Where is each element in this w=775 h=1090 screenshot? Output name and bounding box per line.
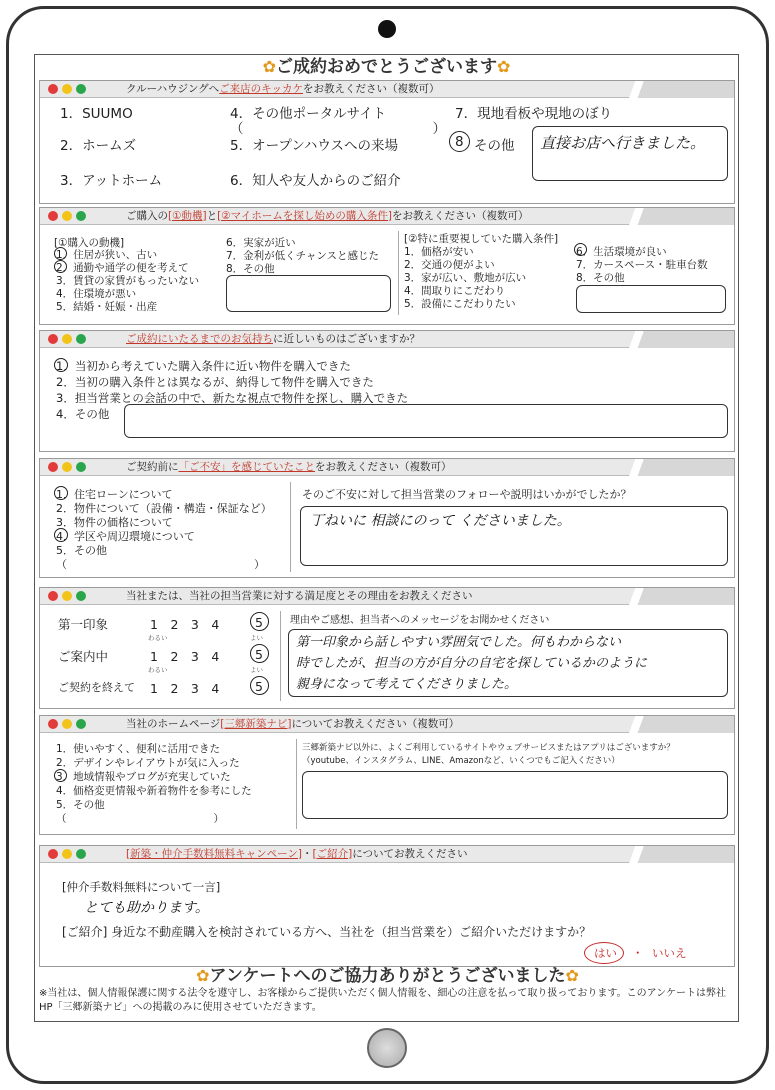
header-text: をお教えください（複数可） [392,209,529,222]
option[interactable]: 1．住宅ローンについて [56,488,173,501]
rating-scale[interactable]: 1 2 3 4 [150,617,220,632]
option[interactable]: 6．実家が近い [226,237,296,249]
option-other-blank: （ ） [56,813,224,825]
section-header [40,846,734,863]
green-dot-icon [76,719,86,729]
yellow-dot-icon [62,462,72,472]
header-highlight: [ご紹介] [312,847,353,860]
flower-icon: ✿ [196,966,210,985]
header-text: ご契約前に [126,460,179,473]
followup-question: そのご不安に対して担当営業のフォローや説明はいかがでしたか？ [302,488,632,501]
message-question: 理由やご感想、担当者へのメッセージをお聞かせください [290,615,550,626]
green-dot-icon [76,84,86,94]
section-header [40,208,734,225]
option[interactable]: 5．その他 [56,799,105,811]
yellow-dot-icon [62,591,72,601]
option[interactable]: 4．学区や周辺環境について [56,530,195,543]
header-highlight: ご成約にいたるまでのお気持ち [126,332,273,345]
other-sites-hint: （youtube、インスタグラム、LINE、Amazonなど、いくつでもご記入ください） [302,756,620,766]
option[interactable]: 5．その他 [56,544,107,557]
option-referral[interactable]: 6．知人や友人からのご紹介 [230,173,401,189]
yellow-dot-icon [62,334,72,344]
divider [280,611,281,701]
scale-low-label: わるい [148,634,168,642]
section-header [40,81,734,98]
survey-sheet [34,54,739,1022]
privacy-note: ※当社は、個人情報保護に関する法令を遵守し、お客様からご提供いただく個人情報を、細心の注意を払って取り扱っております。このアンケートは弊社HP「三郷新築ナビ」への掲載のみに使用させていただきます。 [39,988,726,1013]
option[interactable]: 8．その他 [576,272,625,284]
closing-title-text: アンケートへのご協力ありがとうございました [209,966,566,986]
flower-icon: ✿ [262,57,276,76]
section-satisfaction [39,587,735,709]
closing-title [35,964,739,988]
section-homepage [39,715,735,835]
rating-label-contract: ご契約を終えて [58,681,135,694]
handwritten-answer: 直接お店へ行きました。 [540,134,706,152]
other-sites-question: 三郷新築ナビ以外に、よくご利用しているサイトやウェブサービスまたはアプリはございますか？ [302,743,675,753]
option[interactable]: 3．担当営業との会話の中で、新たな視点で物件を探し、購入できた [56,391,409,405]
header-highlight: [三郷新築ナビ] [220,717,292,730]
section-motivation [39,207,735,325]
header-text: についてお教えください [352,847,468,860]
group-heading: [①購入の動機] [54,237,125,249]
yellow-dot-icon [62,719,72,729]
header-highlight: [新築・仲介手数料無料キャンペーン] [126,847,302,860]
option-other-portal-blank: （ ） [230,121,446,137]
other-answer-box[interactable] [576,285,726,313]
scale-high-label: よい [250,666,263,674]
option[interactable]: 4．価格変更情報や新着物件を参考にした [56,785,252,797]
option[interactable]: 2．当初の購入条件とは異なるが、納得して物件を購入できた [56,375,374,389]
flower-icon: ✿ [497,57,511,76]
divider [296,739,297,829]
handwritten-line: 第一印象から話しやすい雰囲気でした。何もわからない [296,635,622,650]
option-other-blank: （ ） [56,558,265,571]
handwritten-line: 親身になって考えてくださりました。 [296,677,518,692]
green-dot-icon [76,334,86,344]
camera-icon [378,20,396,38]
red-dot-icon [48,849,58,859]
rating-five[interactable]: 5 [255,615,263,630]
page-title [35,55,738,79]
red-dot-icon [48,211,58,221]
option-signboard[interactable]: 7．現地看板や現地のぼり [455,106,613,122]
rating-scale[interactable]: 1 2 3 4 [150,681,220,696]
option[interactable]: 4．住環境が悪い [56,288,137,300]
header-text: ご購入の [126,209,168,222]
green-dot-icon [76,849,86,859]
header-text: クルーハウジングへ [126,82,220,95]
header-text: をお教えください（複数可） [315,460,452,473]
header-highlight: ご来店のキッカケ [219,82,303,95]
option[interactable]: 8．その他 [226,263,275,275]
yellow-dot-icon [62,211,72,221]
title-text: ご成約おめでとうございます [276,57,497,77]
option-suumo[interactable]: 1．SUUMO [60,106,133,122]
divider [290,482,291,572]
option[interactable]: 5．設備にこだわりたい [404,298,516,310]
referral-separator: ・ [632,946,644,960]
header-highlight: 「ご不安」を感じていたこと [178,460,315,473]
option[interactable]: 1．価格が安い [404,246,474,258]
option[interactable]: 3．賃貸の家賃がもったいない [56,275,200,287]
option[interactable]: 2．物件について（設備・構造・保証など） [56,502,272,515]
referral-no[interactable]: いいえ [652,946,687,960]
handwritten-answer: とても助かります。 [84,900,209,916]
yellow-dot-icon [62,849,72,859]
header-text: についてお教えください（複数可） [291,717,460,730]
option-athome[interactable]: 3．アットホーム [60,173,163,189]
home-button[interactable] [367,1028,407,1068]
header-text: と [206,209,218,222]
header-text: ・ [301,847,313,860]
option[interactable]: 3．地域情報やブログが充実していた [56,771,231,783]
rating-five[interactable]: 5 [255,679,263,694]
rating-five[interactable]: 5 [255,647,263,662]
scale-high-label: よい [250,634,263,642]
red-dot-icon [48,462,58,472]
header-text: に近しいものはございますか？ [273,332,420,345]
section-header [40,588,734,605]
section-header [40,331,734,348]
option-other[interactable]: その他 [474,138,515,154]
option[interactable]: 1．使いやすく、便利に活用できた [56,743,220,755]
option[interactable]: 2．交通の便がよい [404,259,495,271]
green-dot-icon [76,462,86,472]
green-dot-icon [76,211,86,221]
option[interactable]: 1．当初から考えていた購入条件に近い物件を購入できた [56,359,351,373]
referral-question: [ご紹介] 身近な不動産購入を検討されている方へ、当社を（担当営業を）ご紹介いただけますか？ [62,925,592,939]
option[interactable]: 2．デザインやレイアウトが気に入った [56,757,240,769]
option-other-number[interactable]: 8 [455,134,464,150]
fee-comment-heading: [仲介手数料無料について一言] [62,880,221,894]
rating-label-first-impression: 第一印象 [58,617,109,632]
header-text: 当社のホームページ [126,717,221,730]
red-dot-icon [48,719,58,729]
red-dot-icon [48,334,58,344]
handwritten-answer: 丁ねいに 相談にのって くださいました。 [310,513,571,529]
option[interactable]: 3．家が広い、敷地が広い [404,272,527,284]
option[interactable]: 6．生活環境が良い [576,246,667,258]
section-campaign [39,845,735,967]
header-highlight: [②マイホームを探し始めの購入条件] [217,209,393,222]
section-feelings [39,330,735,452]
option[interactable]: 2．通勤や通学の便を考えて [56,262,189,274]
yellow-dot-icon [62,84,72,94]
rating-label-tour: ご案内中 [58,649,109,664]
option-open-house[interactable]: 5．オープンハウスへの来場 [230,138,399,154]
option[interactable]: 5．結婚・妊娠・出産 [56,301,158,313]
option[interactable]: 7．カースペース・駐車台数 [576,259,708,271]
flower-icon: ✿ [565,966,579,985]
section-concerns [39,458,735,578]
scale-low-label: わるい [148,666,168,674]
header-highlight: [①動機] [168,209,207,222]
option-homes[interactable]: 2．ホームズ [60,138,137,154]
option[interactable]: 4．間取りにこだわり [404,285,506,297]
green-dot-icon [76,591,86,601]
red-dot-icon [48,84,58,94]
option[interactable]: 7．金利が低くチャンスと感じた [226,250,380,262]
section-header [40,716,734,733]
group-heading: [②特に重要視していた購入条件] [404,233,559,245]
red-dot-icon [48,591,58,601]
section-visit-trigger [39,80,735,204]
referral-yes[interactable]: はい [594,946,617,960]
option-other-portal[interactable]: 4．その他ポータルサイト [230,106,387,122]
section-header [40,459,734,476]
option[interactable]: 3．物件の価格について [56,516,173,529]
option[interactable]: 1．住居が狭い、古い [56,249,158,261]
other-sites-answer-box[interactable] [302,771,728,819]
header-text: 当社または、当社の担当営業に対する満足度とその理由をお教えください [126,589,473,602]
handwritten-line: 時でしたが、担当の方が自分の自宅を探しているかのように [296,656,648,671]
divider [398,231,399,315]
header-text: をお教えください（複数可） [302,82,440,95]
rating-scale[interactable]: 1 2 3 4 [150,649,220,664]
option[interactable]: 4．その他 [56,407,110,421]
other-answer-box[interactable] [124,404,728,438]
other-answer-box[interactable] [226,275,391,312]
